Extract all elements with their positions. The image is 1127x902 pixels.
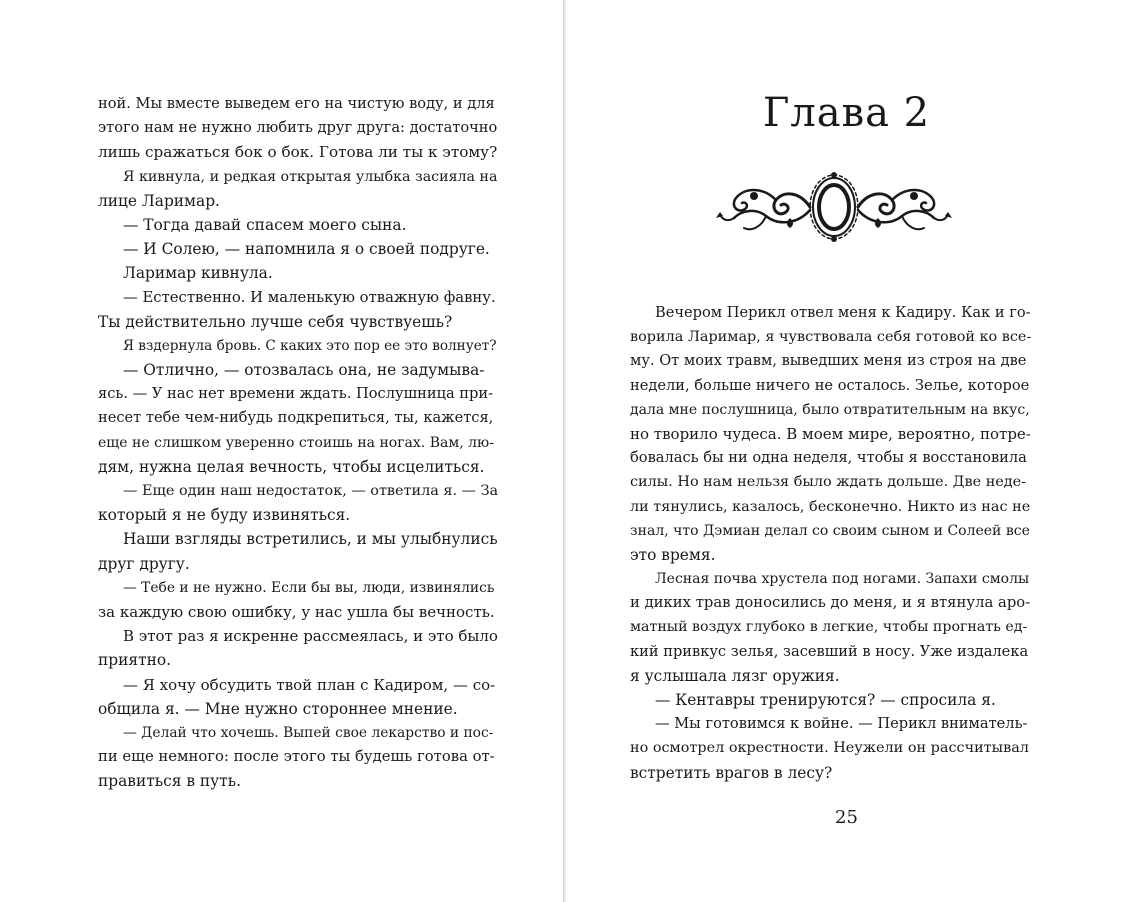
text-line: кий привкус зелья, засевший в носу. Уже издалека	[630, 642, 1029, 660]
page-number: 25	[835, 807, 858, 828]
text-line: за каждую свою ошибку, у нас ушла бы вечность.	[98, 602, 495, 621]
text-line: ли тянулись, казалось, бесконечно. Никто из нас не	[630, 498, 1031, 515]
text-line: — Еще один наш недостаток, — ответила я. — За	[123, 483, 498, 499]
text-line: матный воздух глубоко в легкие, чтобы прогнать ед-	[630, 619, 1028, 636]
text-line: приятно.	[98, 651, 172, 670]
text-line: правиться в путь.	[98, 772, 241, 791]
text-line: лишь сражаться бок о бок. Готова ли ты к этому?	[98, 143, 498, 162]
text-line: силы. Но нам нельзя было ждать дольше. Две неде-	[630, 474, 1027, 491]
text-line: пи еще немного: после этого ты будешь готова от-	[98, 748, 495, 766]
right-page	[566, 0, 1127, 902]
text-line: му. От моих травм, выведших меня из строя на две	[630, 352, 1027, 370]
text-line: дям, нужна целая вечность, чтобы исцелиться.	[98, 457, 485, 476]
text-line: ной. Мы вместе выведем его на чистую воду, и для	[98, 95, 495, 112]
text-line: — Я хочу обсудить твой план с Кадиром, — со-	[123, 675, 496, 694]
text-line: недели, больше ничего не осталось. Зелье, которое	[630, 376, 1030, 394]
text-line: дала мне послушница, было отвратительным на вкус,	[630, 401, 1030, 418]
text-line: Наши взгляды встретились, и мы улыбнулись	[123, 530, 498, 549]
text-line: — Естественно. И маленькую отважную фавну.	[123, 288, 496, 306]
left-page	[0, 0, 563, 902]
ornamental-flourish-icon	[714, 166, 954, 248]
text-line: который я не буду извиняться.	[98, 506, 351, 525]
text-line: несет тебе чем-нибудь подкрепиться, ты, кажется,	[98, 409, 494, 427]
text-line: бовалась бы ни одна неделя, чтобы я восстановила	[630, 449, 1027, 467]
text-line: ясь. — У нас нет времени ждать. Послушница при-	[98, 385, 494, 403]
text-line: знал, что Дэмиан делал со своим сыном и Солеей все	[630, 522, 1030, 539]
text-line: встретить врагов в лесу?	[630, 763, 833, 782]
text-line: я услышала лязг оружия.	[630, 666, 840, 685]
text-line: общила я. — Мне нужно стороннее мнение.	[98, 699, 458, 718]
text-line: друг другу.	[98, 554, 190, 573]
text-line: еще не слишком уверенно стоишь на ногах. Вам, лю-	[98, 434, 494, 451]
text-line: это время.	[630, 545, 716, 564]
text-line: — Делай что хочешь. Выпей свое лекарство и пос-	[123, 724, 494, 741]
right-page-text	[630, 301, 1031, 785]
text-line: — Отлично, — отозвалась она, не задумыва-	[123, 361, 485, 380]
text-line: лице Ларимар.	[98, 191, 220, 210]
text-line: Ларимар кивнула.	[123, 264, 273, 283]
left-page-text	[98, 92, 498, 793]
chapter-title: Глава 2	[762, 90, 931, 136]
text-line: В этот раз я искренне рассмеялась, и это было	[123, 627, 498, 646]
text-line: — Тебе и не нужно. Если бы вы, люди, извинялись	[123, 579, 495, 596]
text-line: — Кентавры тренируются? — спросила я.	[655, 691, 996, 709]
text-line: — Тогда давай спасем моего сына.	[123, 215, 407, 234]
text-line: но осмотрел окрестности. Неужели он рассчитывал	[630, 740, 1029, 757]
text-line: — Мы готовимся к войне. — Перикл вниматель-	[655, 715, 1028, 733]
text-line: но творило чудеса. В моем мире, вероятно, потре-	[630, 424, 1031, 443]
text-line: этого нам не нужно любить друг друга: достаточно	[98, 119, 498, 137]
text-line: и диких трав доносились до меня, и я втянула аро-	[630, 594, 1031, 612]
text-line: Вечером Перикл отвел меня к Кадиру. Как и го-	[655, 304, 1031, 321]
text-line: — И Солею, — напомнила я о своей подруге.	[123, 240, 490, 259]
text-line: Лесная почва хрустела под ногами. Запахи смолы	[655, 571, 1030, 588]
text-line: Ты действительно лучше себя чувствуешь?	[98, 312, 453, 331]
text-line: Я вздернула бровь. С каких это пор ее это волнует?	[123, 337, 497, 354]
text-line: Я кивнула, и редкая открытая улыбка засияла на	[123, 168, 498, 185]
text-line: ворила Ларимар, я чувствовала себя готовой ко все-	[630, 329, 1031, 346]
